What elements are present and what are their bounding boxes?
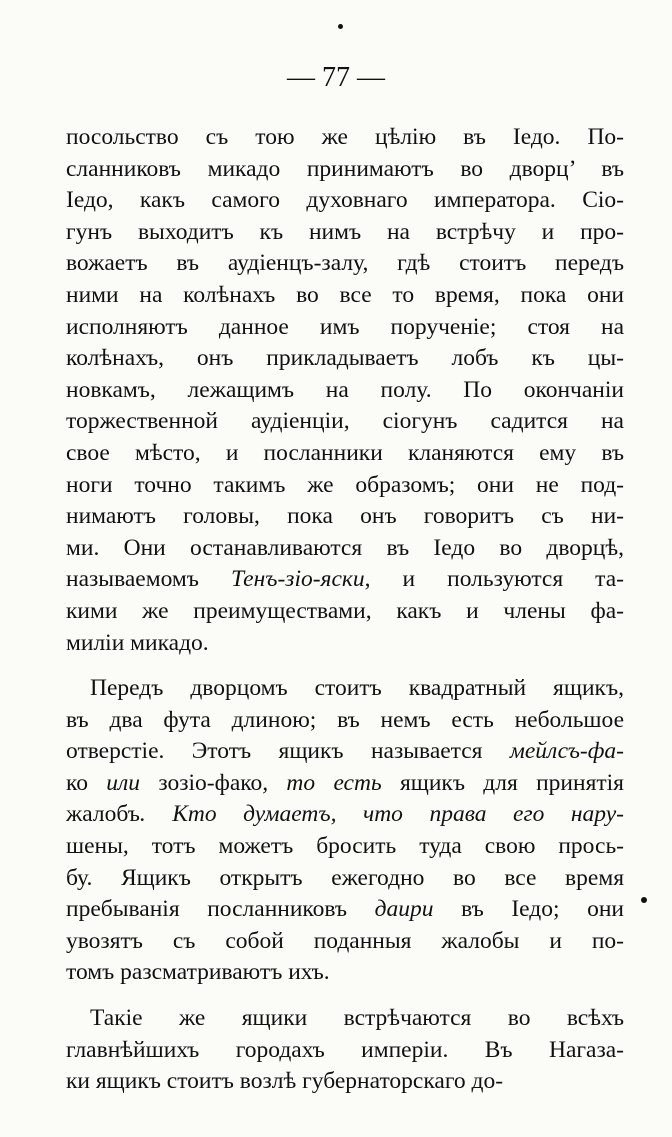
text-line <box>66 863 624 895</box>
text-line <box>66 406 624 438</box>
text-line <box>66 217 624 249</box>
paragraph-gap <box>66 659 624 673</box>
text-line <box>66 1035 624 1067</box>
text-line <box>66 1066 624 1098</box>
text-line <box>66 501 624 533</box>
text-segment: нимаютъ головы, пока онъ говоритъ съ ни- <box>66 503 624 530</box>
text-segment: ки ящикъ стоитъ возлѣ губернаторскаго до- <box>66 1068 504 1095</box>
text-line <box>66 248 624 280</box>
text-line <box>66 564 624 596</box>
text-segment: томъ разсматриваютъ ихъ. <box>66 959 330 986</box>
text-segment: ноги точно такимъ же образомъ; они не под- <box>66 471 624 498</box>
body-text <box>66 122 624 1098</box>
text-segment: вожаетъ въ аудіенцъ-залу, гдѣ стоитъ передъ <box>66 250 624 277</box>
text-segment: колѣнахъ, онъ прикладываетъ лобъ къ цы- <box>66 345 624 372</box>
text-segment: отверстіе. Этотъ ящикъ называется <box>66 738 510 765</box>
text-line <box>66 122 624 154</box>
text-line <box>66 957 624 989</box>
text-line <box>66 736 624 768</box>
text-line <box>66 596 624 628</box>
text-segment: сланниковъ микадо принимаютъ во дворц’ въ <box>66 155 624 182</box>
text-segment: исполняютъ данное имъ порученіе; стоя на <box>66 313 624 340</box>
text-segment: Іедо, какъ самого духовнаго императора. Сіо- <box>66 187 624 214</box>
text-segment: главнѣйшихъ городахъ имперіи. Въ Нагаза- <box>66 1036 624 1063</box>
stray-mark-top <box>338 24 343 29</box>
text-segment: ко <box>66 769 88 796</box>
text-segment: свое мѣсто, и посланники кланяются ему въ <box>66 439 624 466</box>
text-line <box>66 280 624 312</box>
text-segment: посольство съ тою же цѣлію въ Іедо. По- <box>66 124 624 150</box>
text-segment: торжественной аудіенціи, сіогунъ садится на <box>66 408 624 435</box>
text-line <box>66 673 624 705</box>
text-segment: гунъ выходитъ къ нимъ на встрѣчу и про- <box>66 218 624 245</box>
paragraph <box>66 673 624 989</box>
text-segment: Такіе же ящики встрѣчаются во всѣхъ <box>90 1005 624 1032</box>
text-line <box>66 926 624 958</box>
text-segment: ящикъ для принятія <box>399 769 624 796</box>
text-segment: миліи микадо. <box>66 629 209 656</box>
text-line <box>66 185 624 217</box>
italic-term: даири <box>374 896 434 923</box>
italic-term: мейлсъ-фа- <box>509 738 624 765</box>
text-segment: въ Іедо; они <box>433 896 625 923</box>
paragraph-gap <box>66 989 624 1003</box>
text-segment: новкамъ, лежащимъ на полу. По окончаніи <box>66 376 624 403</box>
text-segment: Передъ дворцомъ стоитъ квадратный ящикъ, <box>90 675 624 702</box>
text-segment: увозятъ съ собой поданныя жалобы и по- <box>66 927 624 954</box>
italic-term: , то есть <box>262 769 400 796</box>
text-line <box>66 470 624 502</box>
text-segment: , и пользуются та- <box>364 566 624 593</box>
text-line <box>66 799 624 831</box>
text-line <box>66 768 624 800</box>
text-segment: зозіо-фако <box>158 769 263 796</box>
text-line <box>66 894 624 926</box>
text-line <box>66 375 624 407</box>
text-line <box>66 343 624 375</box>
text-segment: шены, тотъ можетъ бросить туда свою прось- <box>66 833 624 860</box>
text-segment: жалобъ <box>66 801 140 828</box>
text-line <box>66 705 624 737</box>
text-line <box>66 438 624 470</box>
paragraph <box>66 122 624 659</box>
italic-term: . Кто думаетъ, что права его нару- <box>139 801 624 828</box>
text-line <box>66 154 624 186</box>
text-line <box>66 1003 624 1035</box>
text-line <box>66 628 624 660</box>
text-line <box>66 831 624 863</box>
text-segment: называемомъ <box>66 566 231 593</box>
text-line <box>66 533 624 565</box>
text-segment: ними на колѣнахъ во все то время, пока они <box>66 281 624 308</box>
italic-term: Тенъ-зіо-яски <box>230 566 365 593</box>
text-segment: въ два фута длиною; въ немъ есть небольшое <box>66 706 624 733</box>
text-segment: пребыванія посланниковъ <box>66 896 375 923</box>
italic-term: или <box>87 769 159 796</box>
text-segment: ми. Они останавливаются въ Іедо во дворцѣ, <box>66 534 624 561</box>
paragraph <box>66 1003 624 1098</box>
text-segment: кими же преимуществами, какъ и члены фа- <box>66 597 624 624</box>
text-line <box>66 312 624 344</box>
text-segment: бу. Ящикъ открытъ ежегодно во все время <box>66 864 624 891</box>
stray-mark-margin <box>641 897 647 903</box>
page-number: — 77 — <box>287 62 385 93</box>
